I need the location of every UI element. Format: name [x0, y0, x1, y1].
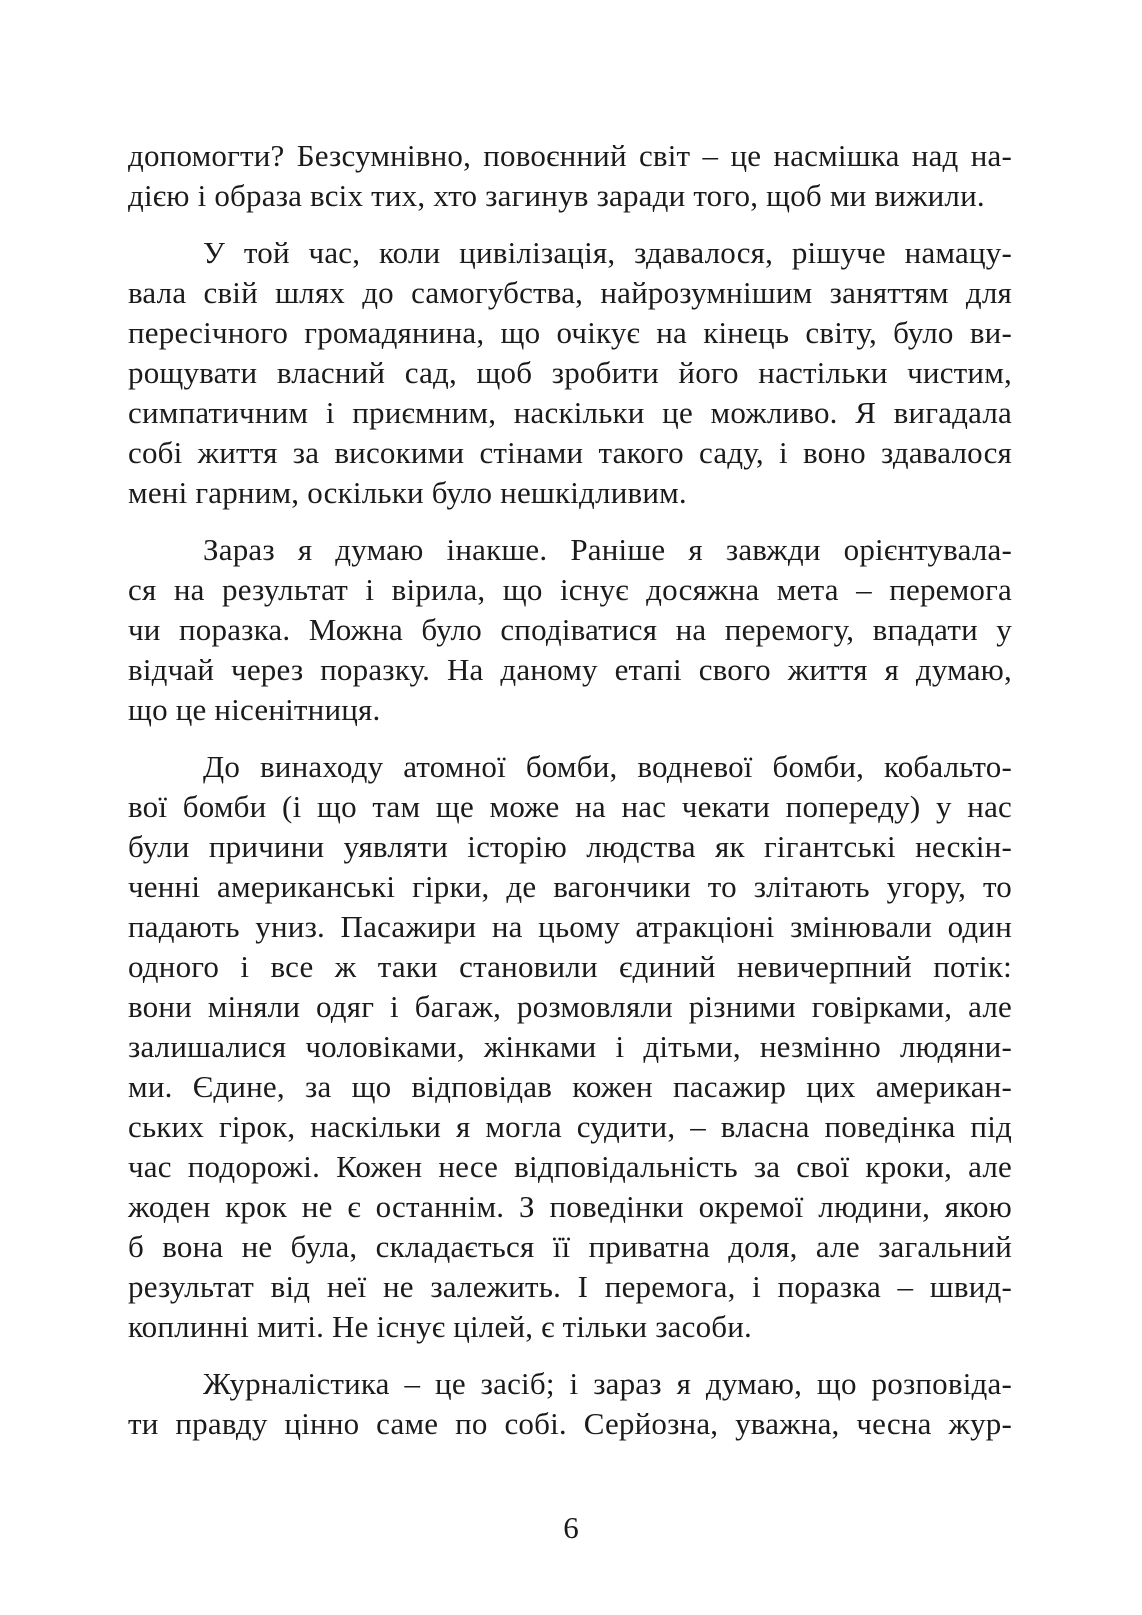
text-line: результат від неї не залежить. І перемога, і поразка – швид- [128, 1269, 1012, 1304]
text-line: собі життя за високими стінами такого саду, і воно здавалося [128, 435, 1012, 470]
text-line: вої бомби (і що там ще може на нас чекати попереду) у нас [128, 789, 1012, 824]
text-line: Зараз я думаю інакше. Раніше я завжди орієнтувала- [203, 532, 1012, 567]
text-line: вала свій шлях до самогубства, найрозумнішим заняттям для [128, 275, 1012, 310]
paragraph [128, 747, 1012, 1347]
text-line: рощувати власний сад, щоб зробити його настільки чистим, [128, 355, 1012, 390]
text-line: відчай через поразку. На даному етапі свого життя я думаю, [128, 652, 1012, 687]
text-line: Журналістика – це засіб; і зараз я думаю, що розповіда- [203, 1366, 1012, 1401]
text-line: ти правду цінно саме по собі. Серйозна, уважна, чесна жур- [128, 1406, 1012, 1441]
text-line: мені гарним, оскільки було нешкідливим. [128, 475, 687, 510]
text-line: До винаходу атомної бомби, водневої бомби, кобальто- [203, 749, 1012, 784]
text-line: падають униз. Пасажири на цьому атракціоні змінювали один [128, 909, 1012, 944]
text-line: ми. Єдине, за що відповідав кожен пасажир цих американ- [128, 1069, 1012, 1104]
page-number: 6 [563, 1510, 579, 1545]
text-line: що це нісенітниця. [128, 692, 381, 727]
text-line: жоден крок не є останнім. З поведінки окремої людини, якою [128, 1189, 1012, 1224]
text-line: були причини уявляти історію людства як гігантські нескін- [128, 829, 1012, 864]
text-line: У той час, коли цивілізація, здавалося, рішуче намацу- [203, 235, 1012, 270]
text-line: симпатичним і приємним, наскільки це можливо. Я вигадала [128, 395, 1012, 430]
text-line: залишалися чоловіками, жінками і дітьми, незмінно людяни- [128, 1029, 1012, 1064]
text-line: ся на результат і вірила, що існує досяжна мета – перемога [128, 572, 1012, 607]
paragraph [128, 530, 1012, 730]
text-line: ських гірок, наскільки я могла судити, – власна поведінка під [128, 1109, 1012, 1144]
text-line: пересічного громадянина, що очікує на кінець світу, було ви- [128, 315, 1012, 350]
text-line: чи поразка. Можна було сподіватися на перемогу, впадати у [128, 612, 1012, 647]
text-line: одного і все ж таки становили єдиний невичерпний потік: [128, 949, 1012, 984]
text-line: час подорожі. Кожен несе відповідальність за свої кроки, але [128, 1149, 1012, 1184]
page-text [128, 136, 1012, 1461]
text-line: допомогти? Безсумнівно, повоєнний світ – це насмішка над на- [128, 138, 1012, 173]
text-line: б вона не була, складається її приватна доля, але загальний [128, 1229, 1012, 1264]
text-line: дією і образа всіх тих, хто загинув заради того, щоб ми вижили. [128, 178, 985, 213]
text-line: вони міняли одяг і багаж, розмовляли різними говірками, але [128, 989, 1012, 1024]
text-line: коплинні миті. Не існує цілей, є тільки засоби. [128, 1309, 752, 1344]
paragraph [128, 233, 1012, 513]
text-line: ченні американські гірки, де вагончики то злітають угору, то [128, 869, 1012, 904]
paragraph [128, 136, 1012, 216]
paragraph [128, 1364, 1012, 1444]
